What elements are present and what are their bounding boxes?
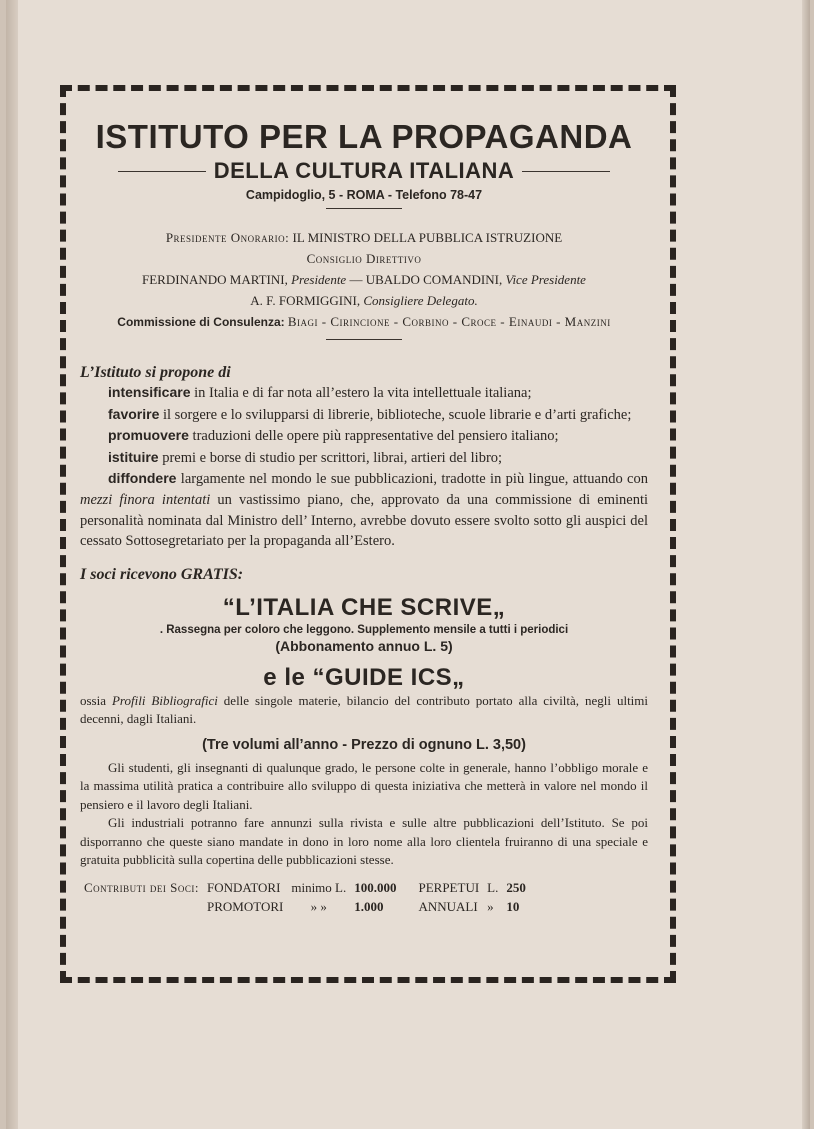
contributions-table	[80, 878, 530, 916]
officers-divider	[326, 339, 402, 340]
title-rule-right	[522, 171, 610, 172]
contrib-cat: PERPETUI	[418, 879, 480, 895]
president-line	[80, 269, 648, 290]
contrib-mid: L.	[487, 879, 499, 895]
delegate-role: Consigliere Delegato.	[363, 293, 478, 308]
aim-text: in Italia e di far nota all’estero la vita intellettuale italiana;	[190, 385, 532, 401]
contrib-amount: 250	[506, 879, 526, 895]
guides-price: (Tre volumi all’anno - Prezzo di ognuno L. 3,50)	[202, 736, 526, 753]
aim-item	[80, 447, 648, 469]
aims-list	[80, 382, 648, 552]
aim-text: traduzioni delle opere più rappresentative del pensiero italiano;	[188, 428, 559, 445]
honorary-label: Presidente Onorario:	[165, 230, 290, 245]
contrib-cat: PROMOTORI	[207, 898, 284, 914]
aim-text: premi e borse di studio per scrittori, librai, artieri del libro;	[158, 449, 503, 466]
commission-line	[80, 311, 648, 333]
announcement-content	[80, 110, 648, 916]
contrib-amount: 1.000	[354, 898, 384, 914]
members-intro: I soci ricevono GRATIS:	[80, 565, 244, 583]
review-price: (Abbonamento annuo L. 5)	[275, 637, 453, 654]
aim-item	[80, 425, 648, 447]
contrib-amount: 100.000	[354, 879, 397, 895]
header-divider	[326, 208, 402, 209]
title-line2: DELLA CULTURA ITALIANA	[213, 158, 515, 183]
guides-description	[80, 692, 648, 729]
honorary-president-line	[80, 227, 648, 248]
industrials-paragraph: Gli industriali potranno fare annunzi sulla rivista e sulle altre pubblicazioni dell’Istituto. Se poi disporranno che queste siano mandate in dono in loro nome alla loro clientela fruiranno di una speciale e gratuita pubblicità sulla copertina delle pubblicazioni stesse.	[80, 815, 648, 868]
aim-italic: mezzi finora intentati	[80, 491, 211, 508]
contrib-amount: 10	[506, 898, 520, 914]
guides-pre: ossia	[80, 692, 112, 708]
students-paragraph: Gli studenti, gli insegnanti di qualunque grado, le persone colte in generale, hanno l’obbligo morale e la massima utilità pratica a contribuire allo sviluppo di questa iniziativa che metterà in valore nel mondo il pensiero e il lavoro degli Italiani.	[80, 759, 648, 812]
table-row	[80, 878, 530, 897]
aim-verb: favorire	[108, 405, 160, 422]
title-rule-left	[118, 171, 206, 172]
aim-text: il sorgere e lo svilupparsi di librerie, biblioteche, scuole librarie e d’arti grafiche;	[159, 406, 632, 423]
aim-text: largamente nel mondo le sue pubblicazioni, tradotte in più lingue, attuando con	[176, 471, 648, 488]
table-row	[80, 897, 530, 916]
title-line1: ISTITUTO PER LA PROPAGANDA	[95, 118, 633, 155]
dash: —	[349, 272, 363, 287]
president-name: FERDINANDO MARTINI,	[142, 272, 288, 287]
commission-members: Biagi - Cirincione - Corbino - Croce - Einaudi - Manzini	[287, 314, 611, 329]
aim-verb: intensificare	[108, 384, 191, 400]
honorary-value: IL MINISTRO DELLA PUBBLICA ISTRUZIONE	[292, 230, 563, 245]
council-label: Consiglio Direttivo	[306, 251, 422, 266]
review-title: “L’ITALIA CHE SCRIVE„	[222, 593, 506, 621]
contrib-cat: FONDATORI	[207, 879, 281, 895]
guides-italic: Profili Bibliografici	[111, 692, 218, 708]
vice-role: Vice Presidente	[505, 272, 586, 287]
aim-item	[80, 404, 648, 426]
delegate-line	[80, 290, 648, 311]
contrib-cat: ANNUALI	[418, 898, 478, 914]
contrib-mid: » »	[310, 898, 327, 914]
guides-title: e le “GUIDE ICS„	[263, 663, 465, 691]
review-subtitle: . Rassegna per coloro che leggono. Supplemento mensile a tutti i periodici	[159, 623, 569, 636]
address: Campidoglio, 5 - ROMA - Telefono 78-47	[245, 188, 483, 202]
aim-item	[80, 382, 648, 404]
contrib-mid: »	[487, 898, 494, 914]
binding-gutter	[6, 0, 18, 1129]
aim-verb: promuovere	[108, 427, 189, 444]
page-edge	[802, 0, 810, 1129]
aim-verb: diffondere	[108, 470, 177, 487]
aim-text-end: un vastissimo piano, che, approvato da una commissione di eminenti personalità nominata dal Ministro dell’ Interno, avrebbe dovuto essere svolto sotto gli auspici del cessato Sottosegretariato per la propaganda all’Estero.	[80, 491, 649, 550]
delegate-name: A. F. FORMIGGINI,	[250, 293, 361, 308]
officers-block	[80, 227, 648, 333]
commission-label: Commissione di Consulenza:	[117, 315, 285, 329]
guides-post: delle singole materie, bilancio del contributo portato alla civiltà, negli ultimi decenni, dagli Italiani.	[80, 692, 649, 727]
contrib-label: Contributi dei Soci:	[84, 879, 199, 895]
contrib-spacer	[80, 897, 203, 916]
aim-verb: istituire	[108, 448, 159, 465]
president-role: Presidente	[291, 272, 347, 287]
contrib-mid: minimo L.	[291, 879, 347, 895]
aims-intro: L’Istituto si propone di	[80, 364, 231, 381]
aim-item-last	[80, 468, 648, 551]
title-line2-row	[80, 158, 648, 184]
vice-name: UBALDO COMANDINI,	[365, 272, 503, 287]
